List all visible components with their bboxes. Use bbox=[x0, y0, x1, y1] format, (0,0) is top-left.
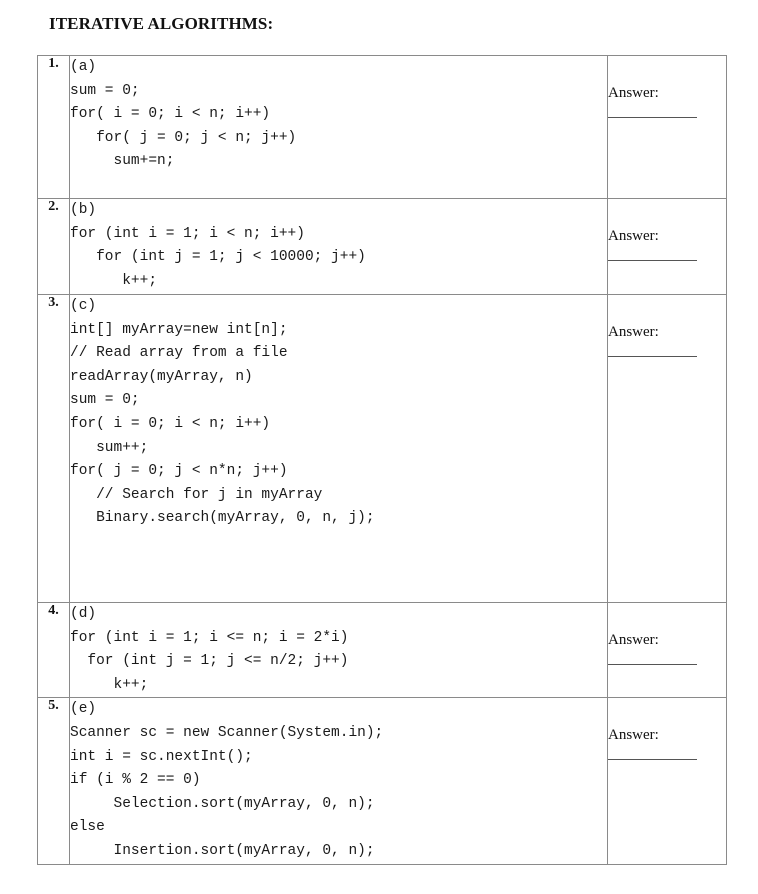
code-line: int[] myArray=new int[n]; bbox=[70, 321, 288, 338]
question-row bbox=[38, 199, 727, 295]
answer-cell[interactable] bbox=[608, 56, 727, 199]
code-line: for( j = 0; j < n; j++) bbox=[70, 129, 297, 146]
code-line: for (int j = 1; j <= n/2; j++) bbox=[70, 653, 349, 670]
code-line: for( i = 0; i < n; i++) bbox=[70, 415, 271, 432]
page-title: ITERATIVE ALGORITHMS: bbox=[49, 14, 274, 33]
code-line: sum = 0; bbox=[70, 392, 140, 409]
code-line: // Read array from a file bbox=[70, 345, 288, 362]
code-line: (c) bbox=[70, 298, 97, 314]
code-line: Insertion.sort(myArray, 0, n); bbox=[70, 842, 375, 859]
code-line: for (int j = 1; j < 10000; j++) bbox=[70, 249, 366, 266]
answer-label: Answer: bbox=[608, 228, 659, 244]
code-line: for( i = 0; i < n; i++) bbox=[70, 106, 271, 123]
code-line: // Search for j in myArray bbox=[70, 486, 323, 503]
code-line: k++; bbox=[70, 676, 149, 693]
code-line: sum+=n; bbox=[70, 153, 175, 170]
answer-cell[interactable] bbox=[608, 199, 727, 295]
answer-cell[interactable] bbox=[608, 603, 727, 698]
code-line: Binary.search(myArray, 0, n, j); bbox=[70, 510, 375, 527]
question-number: 4. bbox=[38, 603, 70, 698]
code-line: readArray(myArray, n) bbox=[70, 368, 253, 385]
question-number: 1. bbox=[38, 56, 70, 199]
code-line: (a) bbox=[70, 59, 97, 75]
question-number: 5. bbox=[38, 698, 70, 865]
code-line: (e) bbox=[70, 701, 97, 718]
answer-blank[interactable] bbox=[608, 356, 697, 357]
question-number: 2. bbox=[38, 199, 70, 295]
code-line: (d) bbox=[70, 606, 97, 622]
code-line: sum++; bbox=[70, 439, 149, 456]
answer-blank[interactable] bbox=[608, 117, 697, 118]
answer-blank[interactable] bbox=[608, 260, 697, 261]
question-row bbox=[38, 56, 727, 199]
code-line: k++; bbox=[70, 272, 158, 289]
code-block bbox=[70, 199, 608, 295]
code-block bbox=[70, 295, 608, 603]
code-line: if (i % 2 == 0) bbox=[70, 772, 201, 789]
answer-cell[interactable] bbox=[608, 698, 727, 865]
answer-label: Answer: bbox=[608, 632, 659, 648]
code-line: Selection.sort(myArray, 0, n); bbox=[70, 795, 375, 812]
code-line: Scanner sc = new Scanner(System.in); bbox=[70, 724, 384, 741]
answer-blank[interactable] bbox=[608, 759, 697, 760]
code-line: for (int i = 1; i <= n; i = 2*i) bbox=[70, 629, 349, 646]
question-number: 3. bbox=[38, 295, 70, 603]
questions-table bbox=[37, 55, 727, 865]
answer-cell[interactable] bbox=[608, 295, 727, 603]
question-row bbox=[38, 603, 727, 698]
answer-label: Answer: bbox=[608, 727, 659, 744]
code-line: int i = sc.nextInt(); bbox=[70, 748, 253, 765]
question-row bbox=[38, 295, 727, 603]
answer-blank[interactable] bbox=[608, 664, 697, 665]
answer-label: Answer: bbox=[608, 85, 659, 101]
code-line: sum = 0; bbox=[70, 82, 140, 99]
code-block bbox=[70, 603, 608, 698]
code-line: for (int i = 1; i < n; i++) bbox=[70, 225, 305, 242]
code-line: else bbox=[70, 819, 105, 836]
code-block bbox=[70, 56, 608, 199]
code-block bbox=[70, 698, 608, 865]
code-line: (b) bbox=[70, 202, 97, 218]
code-line: for( j = 0; j < n*n; j++) bbox=[70, 463, 288, 480]
question-row bbox=[38, 698, 727, 865]
answer-label: Answer: bbox=[608, 324, 659, 340]
